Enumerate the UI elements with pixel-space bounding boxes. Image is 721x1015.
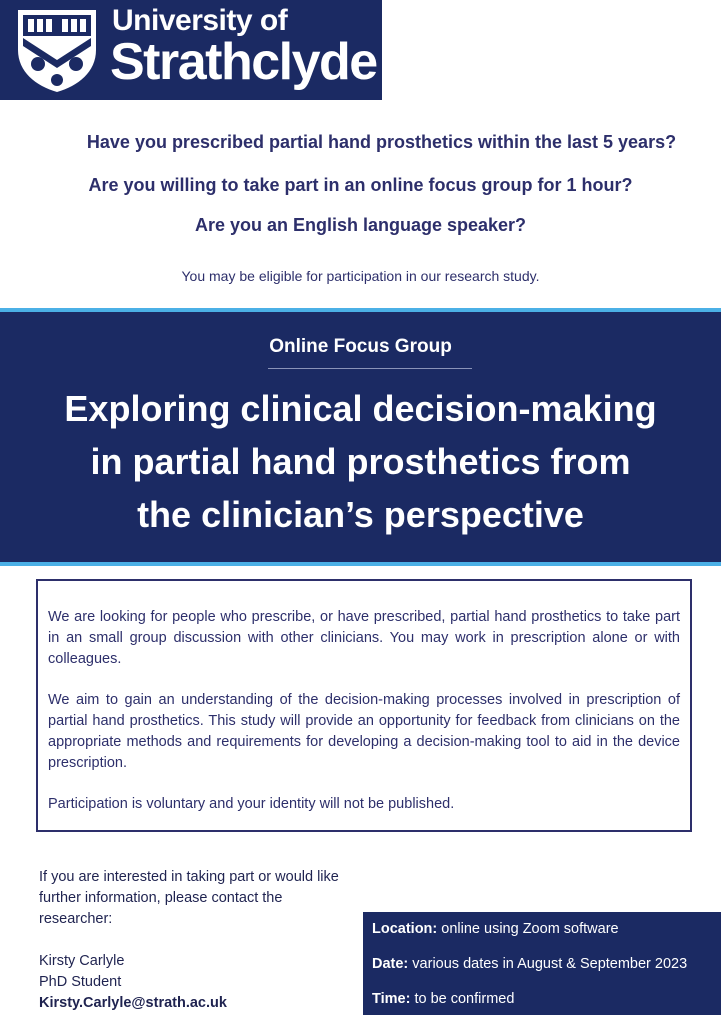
banner-title-line: Exploring clinical decision-making: [64, 388, 657, 429]
detail-time-value: to be confirmed: [414, 991, 515, 1007]
university-crest-icon: [14, 6, 100, 94]
banner-divider: [268, 368, 472, 369]
banner-title: [0, 382, 721, 541]
detail-time-label: Time:: [372, 991, 411, 1007]
study-details-panel: [363, 912, 721, 1015]
contact-intro: If you are interested in taking part or would like further information, please contact the researcher:: [39, 869, 339, 927]
contact-section: [39, 867, 349, 1014]
banner-title-line: in partial hand prosthetics from: [90, 441, 631, 482]
question-prescribed: Have you prescribed partial hand prosthetics within the last 5 years?: [86, 132, 677, 152]
detail-date: [372, 954, 721, 989]
detail-location: [372, 919, 721, 954]
contact-email-link[interactable]: Kirsty.Carlyle@strath.ac.uk: [39, 995, 227, 1011]
question-english-speaker: Are you an English language speaker?: [194, 215, 527, 235]
contact-name: Kirsty Carlyle: [39, 953, 125, 969]
eligibility-text: You may be eligible for participation in our research study.: [181, 268, 540, 284]
contact-role: PhD Student: [39, 974, 122, 990]
logo-line-university: University of: [112, 4, 288, 37]
description-paragraph: We are looking for people who prescribe, or have prescribed, partial hand prosthetics to take part in an small group discussion with other clinicians. You may work in prescription alone or with colleagues.: [48, 609, 680, 667]
detail-date-value: various dates in August & September 2023: [412, 956, 688, 972]
detail-time: [372, 989, 721, 1015]
title-banner: [0, 308, 721, 566]
detail-date-label: Date:: [372, 956, 409, 972]
banner-subtitle: Online Focus Group: [269, 336, 452, 357]
university-logo: [0, 0, 382, 100]
detail-location-value: online using Zoom software: [441, 921, 619, 937]
banner-title-line: the clinician’s perspective: [137, 494, 584, 535]
description-paragraph: We aim to gain an understanding of the decision-making processes involved in prescription of partial hand prosthetics. This study will provide an opportunity for feedback from clinicians on the appropriate methods and requirements for developing a decision-making tool to aid in the device prescription.: [48, 692, 680, 771]
question-focus-group: Are you willing to take part in an online focus group for 1 hour?: [88, 175, 633, 195]
description-paragraph: Participation is voluntary and your identity will not be published.: [48, 796, 455, 812]
study-description-box: [36, 579, 692, 832]
logo-line-strathclyde: Strathclyde: [110, 33, 377, 91]
detail-location-label: Location:: [372, 921, 438, 937]
